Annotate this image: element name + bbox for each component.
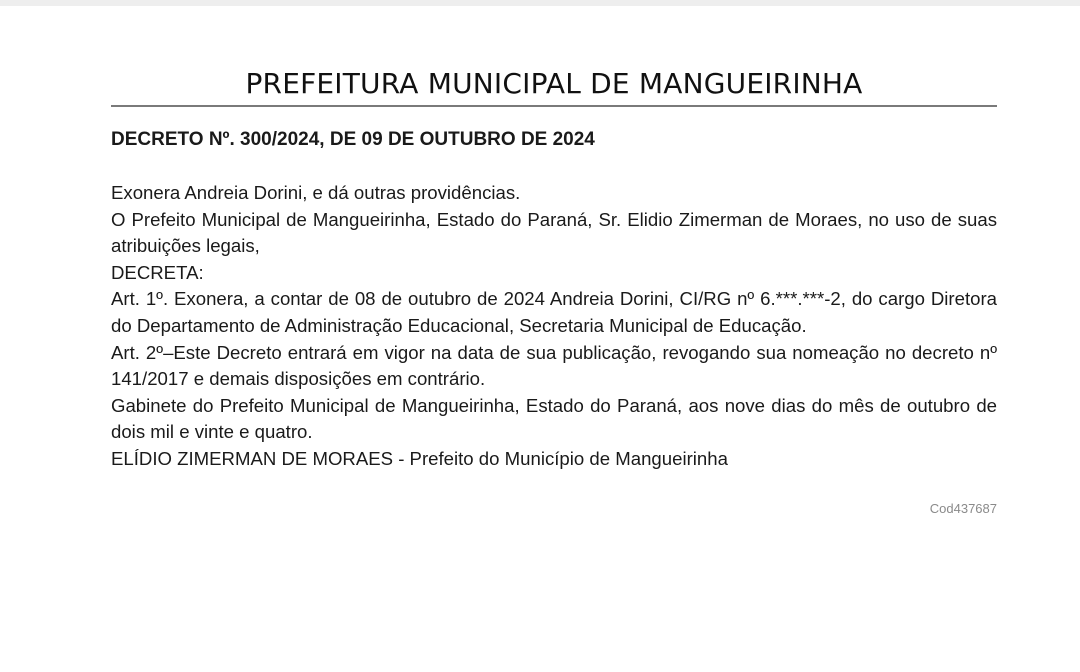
decree-signature: ELÍDIO ZIMERMAN DE MORAES - Prefeito do Município de Mangueirinha bbox=[111, 447, 728, 469]
decree-summary: Exonera Andreia Dorini, e dá outras providências. bbox=[111, 182, 521, 203]
decree-body bbox=[111, 180, 997, 473]
decree-article-1: Art. 1º. Exonera, a contar de 08 de outubro de 2024 Andreia Dorini, CI/RG nº 6.***.***-2, do cargo Diretora do Departamento de Administração Educacional, Secretaria Municipal de Educação. bbox=[111, 288, 997, 336]
decree-decreta: DECRETA: bbox=[111, 261, 204, 283]
page-title: PREFEITURA MUNICIPAL DE MANGUEIRINHA bbox=[245, 67, 863, 100]
decree-article-2: Art. 2º–Este Decreto entrará em vigor na data de sua publicação, revogando sua nomeação no decreto nº 141/2017 e demais disposições em contrário. bbox=[111, 341, 997, 390]
decree-closing: Gabinete do Prefeito Municipal de Mangueirinha, Estado do Paraná, aos nove dias do mês de outubro de dois mil e vinte e quatro. bbox=[111, 394, 997, 443]
decree-title: DECRETO Nº. 300/2024, DE 09 DE OUTUBRO DE 2024 bbox=[111, 129, 595, 150]
decree-preamble: O Prefeito Municipal de Mangueirinha, Estado do Paraná, Sr. Elidio Zimerman de Moraes, no uso de suas atribuições legais, bbox=[111, 208, 997, 257]
publication-code: Cod437687 bbox=[929, 501, 997, 516]
top-strip bbox=[0, 0, 1080, 6]
title-divider bbox=[111, 105, 997, 107]
